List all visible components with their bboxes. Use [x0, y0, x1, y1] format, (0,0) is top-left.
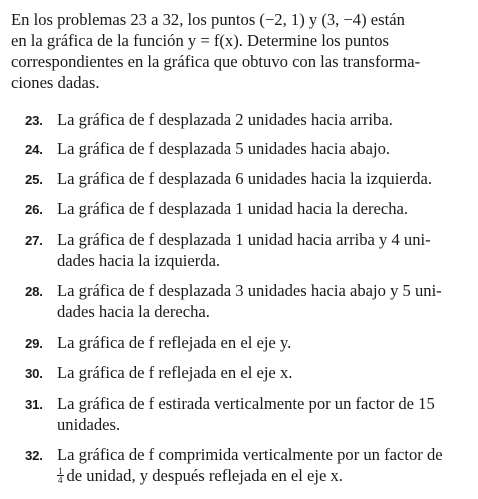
problem-text [57, 444, 443, 486]
problem-text-line: La gráfica de f reflejada en el eje x. [57, 363, 293, 382]
problem-text-line: La gráfica de f desplazada 1 unidad hacia la derecha. [57, 199, 409, 218]
instructions-line: correspondientes en la gráfica que obtuvo con las transforma- [11, 52, 421, 71]
problem-text-line: La gráfica de f estirada verticalmente por un factor de 15 [57, 394, 435, 413]
fraction-numerator: 1 [58, 465, 63, 476]
problem-number: 29. [25, 336, 43, 351]
problem-number: 28. [25, 284, 43, 299]
fraction-denominator: 4 [58, 474, 63, 485]
problem-number: 27. [25, 233, 43, 248]
instructions-line: ciones dadas. [11, 73, 100, 92]
problem-text-line: La gráfica de f desplazada 2 unidades hacia arriba. [57, 110, 393, 129]
problem-text [57, 168, 432, 189]
problem-text-line-with-fraction [57, 465, 443, 486]
problem-number: 23. [25, 113, 43, 128]
problem-text-line: La gráfica de f comprimida verticalmente por un factor de [57, 445, 443, 464]
problem-text-line: dades hacia la derecha. [57, 302, 210, 321]
problem-number: 24. [25, 142, 43, 157]
problem-text [57, 332, 291, 353]
problem-set-instructions [11, 9, 471, 93]
problem-text-line: La gráfica de f desplazada 6 unidades hacia la izquierda. [57, 169, 433, 188]
problem-number: 32. [25, 448, 43, 463]
problem-text [57, 109, 393, 130]
problem-text [57, 393, 435, 435]
problem-number: 25. [25, 172, 43, 187]
problem-text [57, 198, 408, 219]
problem-text [57, 138, 390, 159]
problem-number: 30. [25, 366, 43, 381]
problem-text-line: La gráfica de f desplazada 3 unidades hacia abajo y 5 uni- [57, 281, 442, 300]
problem-text-line: La gráfica de f reflejada en el eje y. [57, 333, 292, 352]
instructions-line: En los problemas 23 a 32, los puntos (−2, 1) y (3, −4) están [11, 10, 405, 29]
problem-text-line: dades hacia la izquierda. [57, 251, 221, 270]
problem-text-line: La gráfica de f desplazada 1 unidad hacia arriba y 4 uni- [57, 230, 431, 249]
problem-text-fragment: de unidad, y después reflejada en el eje x. [66, 466, 343, 485]
problem-text [57, 362, 292, 383]
problem-text-line: unidades. [57, 415, 121, 434]
problem-text-line: La gráfica de f desplazada 5 unidades hacia abajo. [57, 139, 391, 158]
instructions-line: en la gráfica de la función y = f(x). Determine los puntos [11, 31, 389, 50]
problem-number: 26. [25, 202, 43, 217]
problem-text [57, 280, 442, 322]
problem-number: 31. [25, 397, 43, 412]
fraction-one-quarter [57, 467, 64, 484]
problem-text [57, 229, 431, 271]
